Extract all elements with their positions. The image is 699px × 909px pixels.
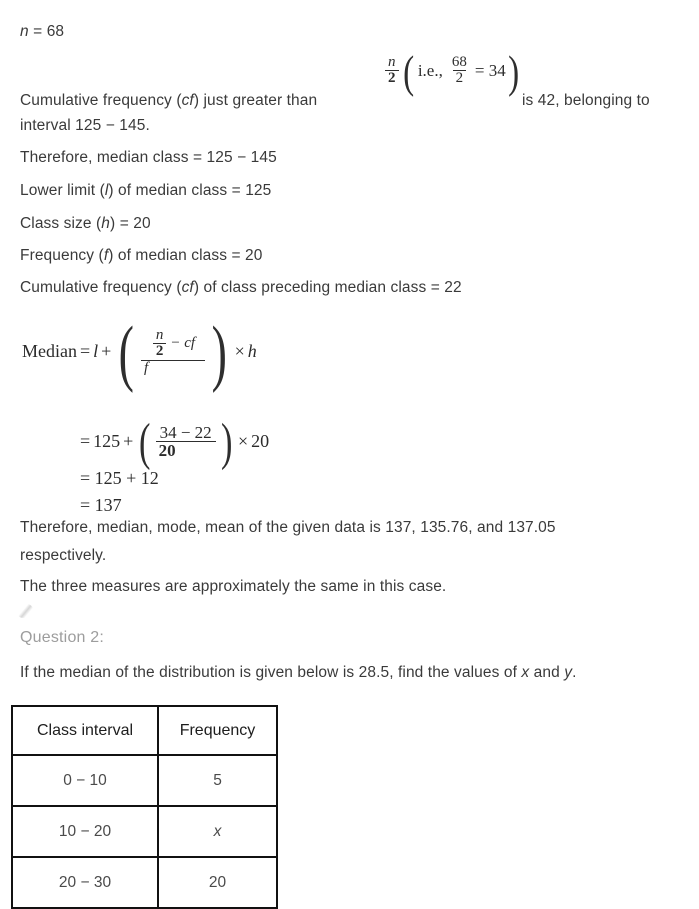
cumulative-text-b: ) of class preceding median class = 22 xyxy=(193,279,462,296)
frequency-text-a: Frequency ( xyxy=(20,247,104,264)
column-header-class-interval: Class interval xyxy=(12,706,158,755)
frequency-text-b: ) of median class = 20 xyxy=(108,247,263,264)
minus-cf-term: − cf xyxy=(170,335,196,352)
question-prompt-text: If the median of the distribution is given below is 28.5, find the values of xyxy=(20,664,522,681)
median-main-fraction xyxy=(141,328,205,376)
cf-sentence-tail: is 42, belonging to xyxy=(522,92,650,109)
lower-limit-text-a: Lower limit ( xyxy=(20,182,105,199)
conclusion-line-1: Therefore, median, mode, mean of the given data is 137, 135.76, and 137.05 xyxy=(20,519,556,536)
x-symbol: x xyxy=(521,664,530,681)
times-sign: × xyxy=(237,431,249,452)
n-symbol: n xyxy=(20,23,29,40)
68-over-2-fraction xyxy=(449,55,470,87)
class-size-text-b: ) = 20 xyxy=(110,215,151,232)
lower-limit-line xyxy=(20,181,271,201)
cf-sentence-wrap: interval 125 − 145. xyxy=(20,117,150,134)
h-symbol: h xyxy=(101,215,111,232)
paren-close-icon: ) xyxy=(220,414,233,472)
frequency-distribution-table xyxy=(11,705,278,909)
plus-sign: + xyxy=(123,431,134,452)
question-heading: Question 2: xyxy=(20,629,105,646)
f-symbol: f xyxy=(103,247,109,264)
question-prompt xyxy=(20,663,577,683)
median-formula-line-2 xyxy=(80,414,270,472)
median-formula-line-1 xyxy=(22,311,257,394)
paren-open-icon: ( xyxy=(402,45,414,97)
equals-sign: = xyxy=(79,341,91,362)
conclusion-line-3: The three measures are approximately the same in this case. xyxy=(20,578,447,595)
class-size-value: 20 xyxy=(251,431,270,452)
lower-limit-value: 125 xyxy=(93,431,121,452)
n-value-line xyxy=(20,22,64,42)
fraction-numerator: n xyxy=(155,327,164,343)
paren-close-icon: ) xyxy=(211,311,227,394)
paren-close-icon: ) xyxy=(507,45,519,97)
table-row xyxy=(12,806,277,857)
step3-expression: = 125 + 12 xyxy=(80,468,159,488)
inline-fraction-expression xyxy=(383,45,521,97)
column-header-frequency: Frequency xyxy=(158,706,277,755)
table-row xyxy=(12,755,277,806)
frequency-line xyxy=(20,246,263,266)
cf-sentence-lead xyxy=(20,91,317,111)
cell-class-interval: 0 − 10 xyxy=(12,755,158,806)
fraction-denominator: 2 xyxy=(453,70,467,86)
table-header-row xyxy=(12,706,277,755)
paren-open-icon: ( xyxy=(139,414,151,472)
cell-frequency: 5 xyxy=(158,755,277,806)
fraction-numerator: 68 xyxy=(451,54,467,70)
fraction-numerator: 34 − 22 xyxy=(159,423,212,442)
l-symbol: l xyxy=(104,182,109,199)
fraction-denominator: 2 xyxy=(153,343,167,359)
equals-sign: = xyxy=(80,431,91,452)
times-sign: × xyxy=(234,341,245,362)
median-class-line: Therefore, median class = 125 − 145 xyxy=(20,149,277,166)
fraction-denominator: 20 xyxy=(156,441,216,459)
cf-symbol: cf xyxy=(181,279,194,296)
inline-equals-34: = 34 xyxy=(474,60,506,80)
median-formula-line-4 xyxy=(80,495,122,516)
step2-fraction xyxy=(156,424,216,460)
fraction-denominator: f xyxy=(141,360,205,376)
paren-open-icon: ( xyxy=(118,311,135,394)
n-over-2-fraction xyxy=(385,55,399,87)
cell-frequency: x xyxy=(158,806,277,857)
l-symbol: l xyxy=(93,341,99,362)
median-formula-line-3 xyxy=(80,468,159,489)
question-prompt-and: and xyxy=(529,664,565,681)
cell-class-interval: 10 − 20 xyxy=(12,806,158,857)
h-symbol: h xyxy=(247,341,257,362)
step4-result: = 137 xyxy=(80,495,122,515)
fraction-numerator xyxy=(148,328,198,360)
fraction-numerator: n xyxy=(388,54,396,70)
cumulative-text-a: Cumulative frequency ( xyxy=(20,279,182,296)
class-size-text-a: Class size ( xyxy=(20,215,102,232)
cell-frequency: 20 xyxy=(158,857,277,908)
question-prompt-end: . xyxy=(572,664,577,681)
y-symbol: y xyxy=(564,664,573,681)
class-size-line xyxy=(20,214,151,234)
ie-text: i.e., xyxy=(417,60,443,80)
n-over-2-fraction xyxy=(153,328,167,360)
scan-artifact-smudge xyxy=(17,604,33,618)
conclusion-line-2: respectively. xyxy=(20,547,107,564)
cell-class-interval: 20 − 30 xyxy=(12,857,158,908)
table-row xyxy=(12,857,277,908)
n-equals-value: = 68 xyxy=(33,23,65,40)
lower-limit-text-b: ) of median class = 125 xyxy=(108,182,272,199)
cumulative-preceding-line xyxy=(20,278,462,298)
median-label: Median xyxy=(22,341,77,362)
fraction-denominator: 2 xyxy=(385,70,399,86)
plus-sign: + xyxy=(101,341,112,362)
cf-sentence-lead-text: Cumulative frequency (cf) just greater than xyxy=(20,92,318,109)
